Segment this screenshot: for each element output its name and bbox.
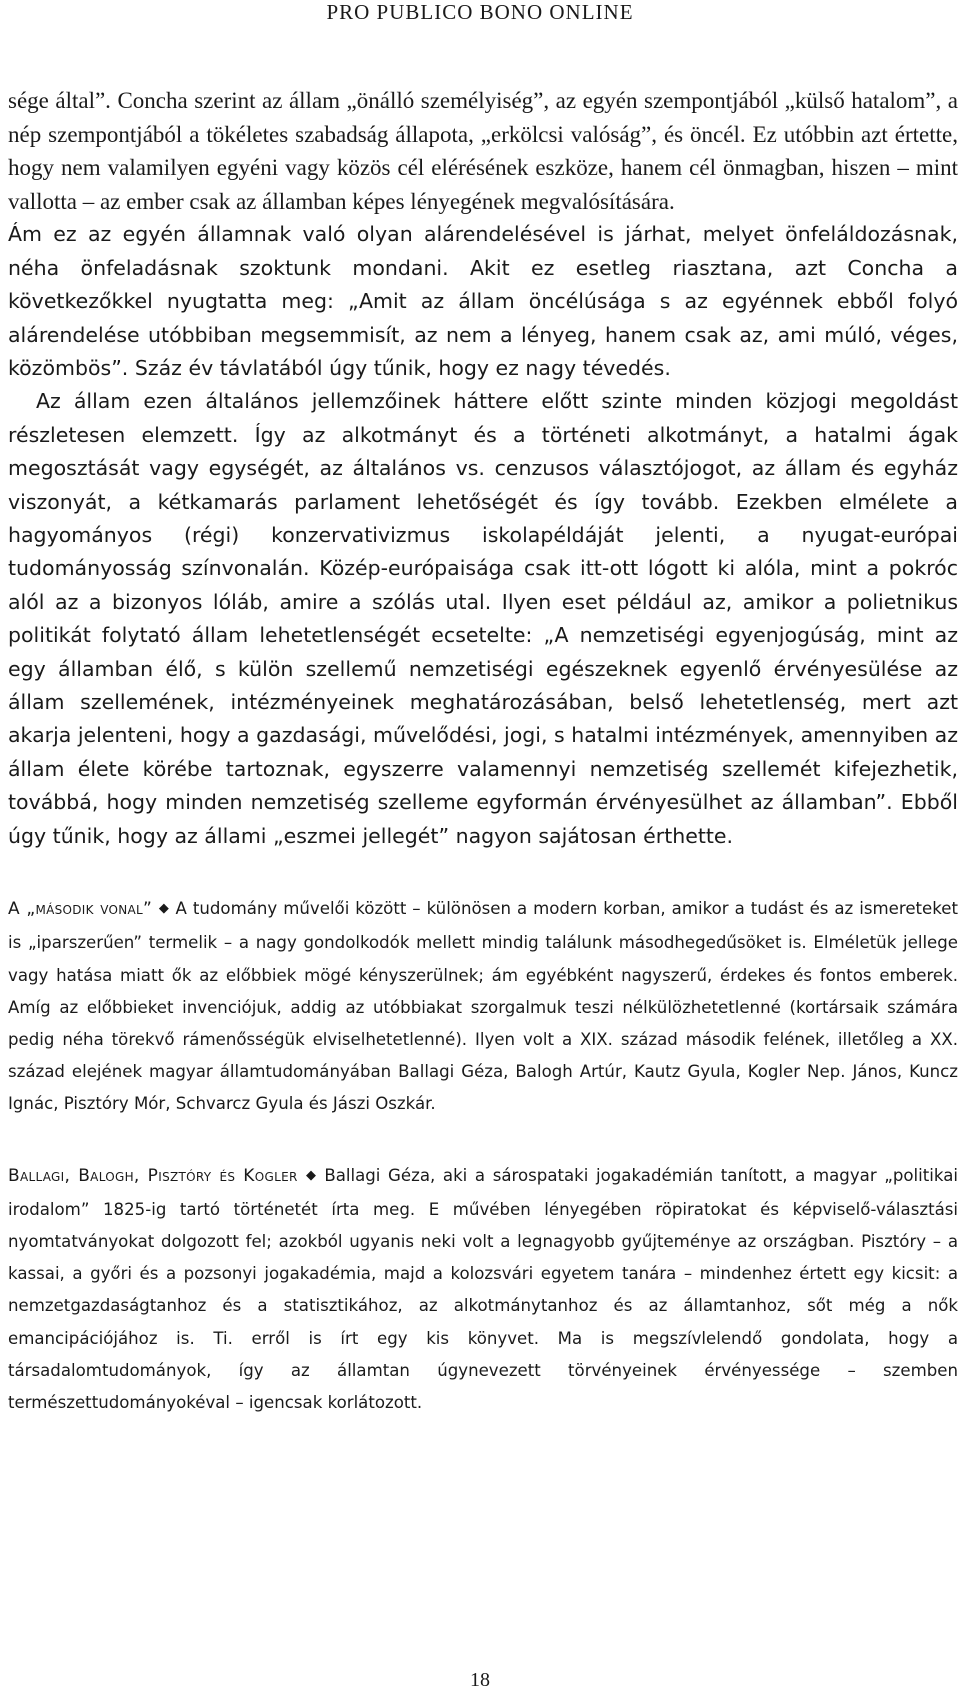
section-heading-second-line: A „második vonal” [8,899,153,920]
diamond-icon: ◆ [303,1167,319,1183]
section-2-text: Ballagi Géza, aki a sárospataki jogakadémián tanított, a magyar „politikai irodalom” 1825-ig tartó történetét írta meg. E művében lényegében röpiratokat és képviselő-választási nyomtatványokat dolgozott fel; azokból ugyanis neki volt a legnagyobb gyűjteménye az országban. Pisztóry – a kassai, a győri és a pozsonyi jogakadémia, majd a kolozsvári egyetem tanára – mindenhez értett egy kicsit: a nemzetgazdaságtanhoz és a statisztikához, az alkotmánytanhoz és az államtanhoz, sőt még a nők emancipációjához is. Ti. erről is írt egy kis könyvet. Ma is megszívlelendő gondolata, hogy a társadalomtudományok, így az államtan úgynevezett törvényeinek érvényessége – szemben természettudományokéval – igencsak korlátozott. [8,1165,958,1412]
paragraph-general-characteristics [8,385,958,853]
running-header [0,0,960,24]
paragraph-1b-text: Ám ez az egyén államnak való olyan alárendelésével is járhat, melyet önfeláldozásnak, néha önfeladásnak szoktunk mondani. Akit ez esetleg riasztana, azt Concha a következőkkel nyugtatta meg: „Amit az állam öncélúsága s az egyénnek ebből folyó alárendelése utóbbiban megsemmisít, az nem a lényeg, hanem csak az, ami múló, véges, közömbös”. Száz év távlatából úgy tűnik, hogy ez nagy tévedés. [8,222,958,380]
section-1-text: A tudomány művelői között – különösen a modern korban, amikor a tudást és az ismereteket is „iparszerűen” termelik – a nagy gondolkodók mellett mindig találunk másodhegedűsöket is. Elméletük jellege vagy hatása miatt ők az előbbiek mögé kényszerülnek; ám egyébként nagyszerű, érdekes és fontos emberek. Amíg az előbbieket invenciójuk, addig az utóbbiakat szorgalmuk teszi nélkülözhetetlenné (kortársaik számára pedig néha törekvő rámenősségük elviselhetetlenné). Ilyen volt a XIX. század második felének, illetőleg a XX. század elejének magyar államtudományában Ballagi Géza, Balogh Artúr, Kautz Gyula, Kogler Nep. János, Kuncz Ignác, Pisztóry Mór, Schvarcz Gyula és Jászi Oszkár. [8,899,958,1114]
paragraph-2-text: Az állam ezen általános jellemzőinek háttere előtt szinte minden közjogi megoldást részletesen elemzett. Így az alkotmányt és a történeti alkotmányt, a hatalmi ágak megosztását vagy egységét, az általános vs. cenzusos választójogot, az állam és egyház viszonyát, a kétkamarás parlament lehetőségét és így tovább. Ezekben elmélete a hagyományos (régi) konzervativizmus iskolapéldáját jelenti, a nyugat-európai tudományosság színvonalán. Közép-európaisága csak itt-ott lógott ki alóla, mint a pokróc alól az a bizonyos lóláb, amire a szólás utal. Ilyen eset például az, amikor a polietnikus politikát folytató állam lehetetlenségét ecsetelte: „A nemzetiségi egyenjogúság, mint az egy államban élő, s külön szellemű nemzetiségi egészeknek egyenlő érvényesülése az állam szellemének, intézményeinek meghatározásában, belső lehetetlenség, mert azt akarja jelenteni, hogy a gazdasági, művelődési, jogi, s hatalmi intézmények, amennyiben az állam élete körébe tartoznak, egyszerre valamennyi nemzetiség szellemét kifejezhetik, továbbá, hogy minden nemzetiség szelleme egyformán érvényesülhet az államban”. Ebből úgy tűnik, hogy az állami „eszmei jellegét” nagyon sajátosan érthette. [8,389,958,848]
paragraph-concha-state [8,84,958,218]
page-body [8,84,958,1419]
page-number [0,1669,960,1692]
section-second-line [8,893,958,1120]
section-heading-ballagi-balogh: Ballagi, Balogh, Pisztóry és Kogler [8,1165,298,1186]
paragraph-1-text: sége által”. Concha szerint az állam „önálló személyiség”, az egyén szempontjából „külső hatalom”, a nép szempontjából a tökéletes szabadság állapota, „erkölcsi valóság”, és öncél. Ez utóbbin azt értette, hogy nem valamilyen egyéni vagy közös cél elérésének eszköze, hanem cél önmagban, hiszen – mint vallotta – az ember csak az államban képes lényegének megvalósítására. [8,88,958,214]
publication-title: PRO PUBLICO BONO ONLINE [326,0,634,24]
diamond-icon: ◆ [158,901,170,917]
paragraph-concha-state-continued [8,218,958,385]
section-ballagi-balogh [8,1160,958,1420]
page-number-text: 18 [470,1669,490,1691]
